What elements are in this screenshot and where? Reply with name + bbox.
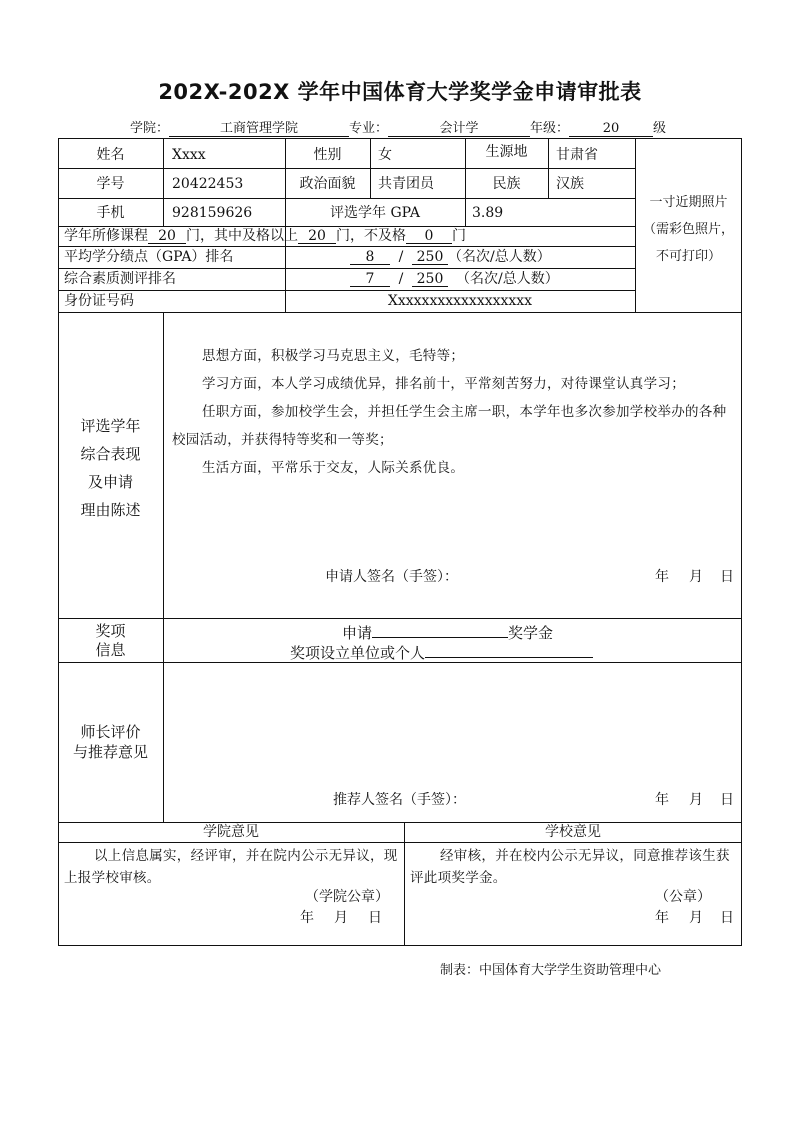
award-label-line: 奖项 [95, 622, 126, 640]
date-day: 日 [720, 792, 734, 808]
divider [370, 138, 371, 198]
photo-hint-3: 不可打印） [655, 249, 721, 264]
photo-hint-1: 一寸近期照片 [649, 195, 728, 210]
college-opinion-header: 学院意见 [203, 824, 259, 840]
award-setter-row [290, 642, 593, 662]
photo-hint-2: （需彩色照片， [642, 222, 734, 237]
award-setter-label: 奖项设立单位或个人 [290, 644, 426, 662]
date-month: 月 [689, 792, 703, 808]
name-field[interactable]: Xxxx [172, 147, 206, 163]
divider [285, 138, 286, 312]
divider [58, 198, 635, 199]
divider [163, 138, 164, 226]
divider [58, 246, 635, 247]
college-field[interactable]: 工商管理学院 [169, 121, 349, 137]
political-field[interactable]: 共青团员 [378, 176, 434, 192]
quality-rank-note: （名次/总人数） [456, 271, 559, 287]
gpa-rank-note: （名次/总人数） [448, 249, 551, 265]
statement-label [58, 412, 163, 524]
award-apply-prefix: 申请 [342, 624, 373, 642]
divider [58, 268, 635, 269]
political-label: 政治面貌 [299, 176, 356, 192]
school-opinion-paragraph: 经审核，并在校内公示无异议，同意推荐该生获评此项奖学金。 [410, 848, 730, 886]
gender-label: 性别 [313, 147, 342, 163]
college-opinion-paragraph: 以上信息属实，经评审，并在院内公示无异议，现上报学校审核。 [64, 848, 398, 886]
gpa-rank-separator: / [398, 249, 404, 265]
quality-rank-separator: / [398, 271, 404, 287]
date-day: 日 [720, 910, 734, 926]
date-year: 年 [655, 569, 669, 585]
ethnic-label: 民族 [492, 176, 521, 192]
quality-rank-label: 综合素质测评排名 [64, 271, 176, 287]
date-month: 月 [689, 569, 703, 585]
quality-rank-field[interactable]: 7 [350, 272, 390, 287]
ethnic-field[interactable]: 汉族 [556, 176, 584, 192]
recommend-label [58, 722, 163, 762]
recommend-text-area[interactable] [164, 663, 741, 793]
courses-total-field[interactable]: 20 [148, 229, 186, 244]
header-info [130, 117, 666, 137]
divider [58, 842, 742, 843]
form-title: 202X-202X 学年中国体育大学奖学金申请审批表 [158, 80, 642, 104]
statement-paragraph: 任职方面，参加校学生会，并担任学生会主席一职，本学年也多次参加学校举办的各种校园活动，并获得特等奖和一等奖； [172, 404, 727, 448]
college-opinion-text [64, 845, 398, 889]
name-label: 姓名 [96, 147, 125, 163]
courses-failed-field[interactable]: 0 [406, 229, 452, 244]
award-apply-row [342, 622, 553, 642]
divider [58, 618, 742, 619]
date-year: 年 [655, 910, 669, 926]
award-setter-field[interactable] [425, 642, 593, 658]
statement-label-line: 理由陈述 [80, 501, 141, 519]
gpa-label: 评选学年 GPA [330, 205, 420, 221]
date-day: 日 [720, 569, 734, 585]
statement-paragraph: 思想方面，积极学习马克思主义，毛特等； [202, 348, 465, 364]
applicant-sign-label: 申请人签名（手签）： [325, 569, 458, 585]
student-id-field[interactable]: 20422453 [172, 176, 244, 192]
recommend-label-line: 与推荐意见 [72, 743, 148, 761]
award-label-line: 信息 [95, 641, 126, 659]
date-month: 月 [334, 910, 348, 926]
date-year: 年 [300, 910, 314, 926]
phone-label: 手机 [96, 205, 125, 221]
school-stamp: （公章） [655, 889, 711, 905]
divider [58, 290, 635, 291]
statement-paragraph: 学习方面，本人学习成绩优异，排名前十，平常刻苦努力，对待课堂认真学习； [202, 376, 685, 392]
phone-field[interactable]: 928159626 [172, 205, 253, 221]
recommend-label-line: 师长评价 [80, 723, 141, 741]
award-label [58, 622, 163, 660]
statement-paragraph: 生活方面，平常乐于交友，人际关系优良。 [202, 460, 465, 476]
date-month: 月 [689, 910, 703, 926]
statement-label-line: 综合表现 [80, 445, 141, 463]
divider [58, 312, 742, 313]
id-card-label: 身份证号码 [64, 293, 134, 309]
major-field[interactable]: 会计学 [388, 121, 530, 137]
courses-passed-field[interactable]: 20 [298, 229, 336, 244]
courses-label: 学年所修课程 [64, 228, 148, 244]
gender-field[interactable]: 女 [378, 147, 392, 163]
school-opinion-text [410, 845, 736, 889]
award-name-field[interactable] [372, 622, 508, 638]
quality-rank-row [350, 270, 559, 288]
major-label: 专业： [349, 121, 389, 136]
gpa-rank-field[interactable]: 8 [350, 250, 390, 265]
footer-credit: 制表：中国体育大学学生资助管理中心 [440, 963, 662, 978]
grade-field[interactable]: 20 [569, 121, 653, 137]
statement-text[interactable] [172, 342, 734, 482]
courses-row [64, 227, 466, 245]
date-year: 年 [655, 792, 669, 808]
gpa-field[interactable]: 3.89 [472, 205, 504, 221]
gpa-rank-row [350, 248, 551, 266]
date-day: 日 [368, 910, 382, 926]
gpa-total-field[interactable]: 250 [412, 250, 448, 265]
divider [548, 138, 549, 198]
courses-label-2: 门，其中及格以上 [186, 228, 298, 244]
grade-suffix: 级 [653, 121, 667, 136]
award-apply-suffix: 奖学金 [508, 624, 554, 642]
statement-label-line: 及申请 [87, 473, 133, 491]
school-opinion-header: 学校意见 [545, 824, 601, 840]
student-id-label: 学号 [96, 176, 125, 192]
gpa-rank-label: 平均学分绩点（GPA）排名 [64, 249, 234, 265]
college-stamp: （学院公章） [305, 889, 389, 905]
recommender-sign-label: 推荐人签名（手签）： [333, 792, 466, 808]
courses-label-3: 门，不及格 [336, 228, 406, 244]
origin-label: 生源地 [485, 144, 528, 160]
origin-field[interactable]: 甘肃省 [556, 147, 598, 163]
statement-label-line: 评选学年 [80, 417, 141, 435]
quality-total-field[interactable]: 250 [412, 272, 448, 287]
college-label: 学院： [130, 121, 170, 136]
courses-label-4: 门 [452, 228, 466, 244]
grade-label: 年级： [530, 121, 570, 136]
id-card-field[interactable]: Xxxxxxxxxxxxxxxxxx [387, 293, 533, 309]
